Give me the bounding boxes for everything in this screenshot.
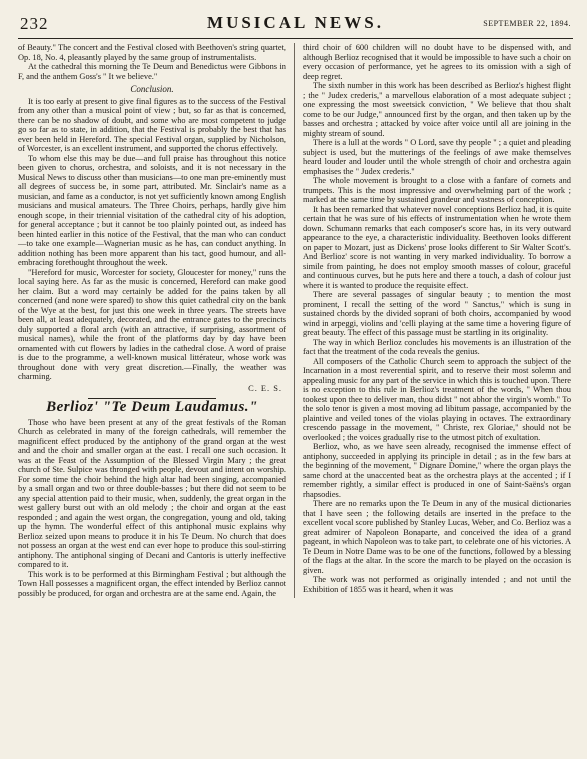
paragraph: To whom else this may be due—and full praise has throughout this notice been given to chorus, orchestra, and soloists, and it is not necessary in the Musical News to discuss other than musicians—to one man pre-eminently must all degrees of success be, in some part, attributed. Mr. Sinclair's name as a musician, and fame as a conductor, is not yet sufficiently known among English musicians and musical amateurs. The Three Choirs, perhaps, hardly give him enough scope, in their triennial visitation of the cathedral city of his adoption, for general acceptance ; but it cannot be too plainly pointed out, as indeed has been hinted earlier in this notice of the Festival, that the man who can conduct—to take one example—Wagnerian music as he has, can conduct anything. In addition nothing has been more apparent than his tact, good humour, and all-embracing forethought throughout the week. xyxy=(18,153,286,267)
paragraph: The sixth number in this work has been described as Berlioz's highest flight ; the " Judex crederis," a marvellous elaboration of a most adequate subject ; one expressing the most sweetsick conviction, " We believe that thou shalt come to be our Judge," announced first by the organ, and then taken up by the basses and orchestra ; attacked by voice after voice until all are joining in the mighty stream of sound. xyxy=(303,81,571,138)
author-signature: C. E. S. xyxy=(248,383,282,393)
paragraph: Those who have been present at any of the great festivals of the Roman Church as celebrated in many of the foreign cathedrals, will remember the magnificent effect produced by the antiphony of the grand organ at the west and and the choir and smaller organ at the east. I recall one such occasion. It was at the Feast of the Assumption of the Blessed Virgin Mary ; the great church of Ste. Sulpice was thronged with people, devout and intent on worship. For some time the choir behind the high altar had been singing, accompanied by a small organ and two or three double-basses ; but there did not seem to be any special attention paid to their music, when, suddenly, the great organ in the west gallery burst out with an old melody ; the choir and organ at the east responded ; and again the west organ, the congregation, young and old, taking up the hymn. The wonderful effect of this antiphonal music explains why Berlioz seized upon means to produce it in his Te Deum. No church that does not possess an organ at the west end can ever hope to produce this soul-stirring antiphony. The antiphonal singing of Decani and Cantoris is utterly ineffective compared to it. xyxy=(18,417,286,569)
paragraph: "Hereford for music, Worcester for society, Gloucester for money," runs the local saying here. As far as the music is concerned, Hereford can make good her claim. But a word may certainly be added for the pains taken by all concerned (and none were spared) to show this quiet cathedral city on the bank of the Wye at the best, for just this one week in three years. The streets have been all, at least adequately, decorated, and the entrance gates to the precincts duly supported a floral arch (with an attractive, if surprising, assortment of musical names), while the front of the platforms day by day have been ornamented with cut flowers by ladies in the cathedral close. A word of praise is due to the programme, a well-known musical littérateur, whose work was throughout done with very great discretion.—Finally, the weather was charming. xyxy=(18,267,286,381)
paragraph: third choir of 600 children will no doubt have to be dispensed with, and although Berlioz recognised that it would be impossible to have such a choir on every occasion of performance, yet he agrees to its omission with a sigh of deep regret. xyxy=(303,43,571,81)
page-number: 232 xyxy=(20,14,49,33)
paragraph: There is a lull at the words " O Lord, save thy people " ; a quiet and pleading subject is used, but the mutterings of the feelings of awe make themselves heard louder and louder until the whole strength of choir and orchestra again emphasises the " Judex crederis." xyxy=(303,138,571,176)
paragraph: The way in which Berlioz concludes his movements is an illustration of the fact that the treatment of the coda reveals the genius. xyxy=(303,337,571,356)
paragraph: Berlioz, who, as we have seen already, recognised the immense effect of antiphony, succeeded in applying its principle in detail ; as in the few bars at the beginning of the movement, " Dignare Domine," where the organ plays the same chord at the unaccented beat as the orchestra plays at the accented ; if I remember rightly, a similar effect is produced in one of Saint-Saëns's organ rhapsodies. xyxy=(303,442,571,499)
paragraph: All composers of the Catholic Church seem to approach the subject of the Incarnation in a most reverential spirit, and to reserve their most solemn and appealing music for any part of the service in which this is touched upon. There is no exception to this rule in Berlioz's treatment of the words, " When thou tookest upon thee to deliver man, thou didst " not abhor the virgin's womb." To the solo tenor is given a most moving ad libitum passage, accompanied by the plaintive and veiled tones of the violas playing in octaves. The extraordinary crescendo passage in the movement, " Christe, rex Gloriae," should not be overlooked ; the voices gradually rise to the utmost pitch of exultation. xyxy=(303,356,571,442)
paragraph: The work was not performed as originally intended ; and not until the Exhibition of 1855 was it heard, when it was xyxy=(303,575,571,594)
page-header xyxy=(18,12,573,39)
paragraph: This work is to be performed at this Birmingham Festival ; but although the Town Hall possesses a magnificent organ, the effect intended by Berlioz cannot possibly be produced, for organ and orchestra are at the same end. Again, the xyxy=(18,569,286,598)
issue-date: SEPTEMBER 22, 1894. xyxy=(483,19,571,28)
section-heading-conclusion: Conclusion. xyxy=(130,84,174,94)
right-column xyxy=(303,43,571,598)
paragraph: At the cathedral this morning the Te Deum and Benedictus were Gibbons in F, and the anthem Goss's " It we believe." xyxy=(18,62,286,81)
paragraph: of Beauty." The concert and the Festival closed with Beethoven's string quartet, Op. 18, No. 4, pleasantly played by the same group of instrumentalists. xyxy=(18,43,286,62)
article-title: Berlioz' "Te Deum Laudamus." xyxy=(46,399,258,415)
paragraph: There are several passages of singular beauty ; to mention the most prominent, I recall the setting of the word " Sanctus," which is sung in sustained chords by the divided soprani of both choirs, accompanied by wood wind in arpeggi, violins and 'celli playing at the same time a hovering figure of great beauty. The effect of this passage must be startling in its originality. xyxy=(303,290,571,337)
columns xyxy=(18,43,573,598)
column-divider xyxy=(294,43,295,598)
paragraph: It is too early at present to give final figures as to the success of the Festival from any other than a musical point of view ; but, so far as that is concerned, there can be no shadow of doubt, and some who are most competent to judge go so far as to state, in addition, that the Festival is probably the best that has ever been held in Hereford. The special Festival organ, supplied by Nicholson, of Worcester, is an excellent instrument, and supported the chorus effectively. xyxy=(18,96,286,153)
paragraph: The whole movement is brought to a close with a fanfare of cornets and trumpets. This is the most impressive and overwhelming part of the work ; marked at the same time by sustained grandeur and vastness of conception. xyxy=(303,176,571,204)
left-column xyxy=(18,43,286,598)
paragraph: It has been remarked that whatever novel conceptions Berlioz had, it is quite certain that he was sure of his effects of instrumentation when he wrote them down. Schumann remarks that each composer's score has, in its very outward appearance to the eye, a characteristic individuality. Beethoven looks different on paper to Mozart, just as Dickens' prose looks different to Sir Walter Scott's. And Berlioz' score is not wanting in very marked individuality. To borrow a simile from painting, he does not employ smooth masses of colour, graceful and continuous curves, but he puts here and there a touch, a dash of colour just where it is wanted to produce the requisite effect. xyxy=(303,204,571,290)
paragraph: There are no remarks upon the Te Deum in any of the musical dictionaries that I have seen ; the following details are inserted in the preface to the excellent vocal score published by Stanley Lucas, Weber, and Co. Berlioz was a great admirer of Napoleon Bonaparte, and conceived the idea of a grand pageant, in which Napoleon was to take part, to celebrate one of his victories. A Te Deum in Notre Dame was to be one of the functions, followed by a blessing of the flags at the altar. In the score the march to be played on the occasion is given. xyxy=(303,499,571,575)
masthead-title: MUSICAL NEWS. xyxy=(207,13,384,32)
